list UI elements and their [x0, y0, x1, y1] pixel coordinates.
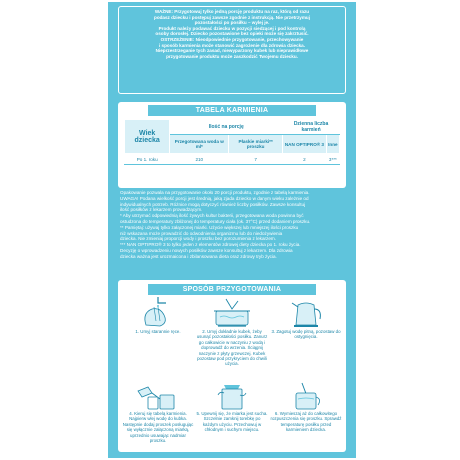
age-header: Wiek dziecka — [125, 120, 170, 154]
step-text: 6. Wymieszaj aż do całkowitego rozpuszczenia się proszku. Sprawdź temperaturę posiłku przed karmieniem dziecka. — [270, 411, 342, 433]
warning-line: OSTRZEŻENIE: Nieodpowiednie przygotowanie, przechowywanie — [160, 36, 304, 42]
warning-line: i sposób karmienia może stanowić zagrożenie dla zdrowia dziecka. — [158, 42, 306, 48]
warning-line: Produkt należy podawać dziecku w pozycji siedzącej i pod kontrolą — [158, 25, 306, 31]
preparation-step-6 — [270, 381, 342, 451]
preparation-card — [118, 280, 346, 452]
note-line: * Aby utrzymać odpowiednią ilość żywych kultur bakterii, przegotowana woda powinna być — [120, 213, 304, 219]
preparation-step-4 — [122, 381, 194, 451]
warning-line: Nieprzestrzeganie tych zasad, niewyparzony kubek lub nieprawidłowe — [155, 48, 309, 54]
scoops-column-header: Płaskie miarki** proszku — [229, 135, 283, 154]
step-text: 5. Upewnij się, że miarka jest sucha. Szczelnie zamknij torebkę po każdym użyciu. Przechowuj w chłodnym i suchym miejscu. — [196, 411, 268, 433]
preparation-step-3 — [270, 295, 342, 381]
daily-group-header: Dzienna liczba karmień — [283, 120, 340, 135]
stir-cup-icon — [276, 381, 336, 411]
preparation-step-5 — [196, 381, 268, 451]
nan-cell: 2 — [283, 154, 327, 165]
hand-wash-icon — [128, 295, 188, 329]
water-cell: 210 — [170, 154, 229, 165]
note-line: indywidualnych potrzeb. Różnice mogą dotyczyć również liczby posiłków. Zawsze konsultuj — [120, 201, 306, 207]
preparation-title: SPOSÓB PRZYGOTOWANIA — [148, 284, 316, 295]
preparation-steps — [118, 295, 346, 451]
preparation-step-2 — [196, 295, 268, 381]
warning-line: osoby dorosłej. Dziecko pozostawione bez opieki może się zakrztusić. — [155, 31, 309, 37]
feeding-notes — [120, 190, 346, 260]
step-text: 1. Umyj starannie ręce. — [135, 329, 181, 334]
warning-line: pozostałości po posiłku – wylej je. — [194, 20, 270, 26]
note-line: dziecka. Nie zmieniaj proporcji wody i proszku bez porozumienia z lekarzem. — [120, 236, 276, 242]
step-text: 3. Zagotuj wodę pitną, pozostaw do ostygnięcia. — [271, 329, 341, 340]
note-line: niż wskazana może prowadzić do odwodnienia organizmu lub do niedożywienia — [120, 230, 283, 236]
scoop-cup-icon — [128, 381, 188, 411]
step-text: 4. Kieruj się tabelą karmienia. Najpierw wlej wodę do kubka. Następnie dodaj proszek posługując się wyłącznie załączoną miarką, uprzednio usuwając nadmiar proszku. — [122, 411, 194, 444]
note-line: dziecka ważna jest urozmaicona i zbilansowana dieta oraz zdrowy tryb życia. — [120, 253, 277, 259]
scoops-cell: 7 — [229, 154, 283, 165]
note-line: Opakowanie pozwala na przygotowanie około 20 porcji produktu, zgodnie z tabelą karmienia. — [120, 190, 310, 195]
note-line: ilość posiłków z lekarzem prowadzącym. — [120, 207, 203, 213]
nan-column-header: NAN OPTIPRO® 3 — [283, 135, 327, 154]
kettle-icon — [276, 295, 336, 329]
note-line: ** Pamiętaj: używaj tylko załączonej miarki. Użycie większej lub mniejszej ilości proszku — [120, 224, 299, 230]
warning-box — [118, 6, 346, 94]
portion-group-header: Ilość na porcję — [170, 120, 283, 135]
feeding-table — [124, 119, 340, 165]
package-panel — [108, 2, 356, 458]
water-column-header: Przegotowana woda w ml* — [170, 135, 229, 154]
other-cell: 3*** — [326, 154, 339, 165]
warning-line: przygotowanie produktu może zaszkodzić Twojemu dziecku. — [166, 53, 298, 59]
boiling-pot-icon — [202, 295, 262, 329]
note-line: ostudzona do temperatury zbliżonej do temperatury ciała (ok. 37°C) przed dodaniem proszku. — [120, 218, 311, 224]
step-text: 2. Umyj dokładnie kubek, żeby usunąć pozostałości posiłku. Zanurz go całkowicie w naczyniu z wodą i doprowadź do wrzenia. Ściągnij naczynie z płyty grzewczej. Kubek pozostaw pod przykryciem do chwili użycia. — [196, 329, 268, 367]
feeding-table-title: TABELA KARMIENIA — [148, 105, 316, 116]
table-row — [125, 154, 340, 165]
note-line: UWAGA! Podana wielkość porcji jest średnią, jaką zjada dziecko w danym wieku zależnie od — [120, 195, 309, 201]
age-cell: Po 1. roku — [125, 154, 170, 165]
warning-line: WAŻNE: Przygotowuj tylko jedną porcję produktu na raz, którą od razu — [154, 9, 310, 14]
closed-bag-icon — [202, 381, 262, 411]
warning-line: podasz dziecku i postępuj zawsze zgodnie z instrukcją. Nie przetrzymuj — [154, 14, 310, 20]
other-column-header: Inne — [326, 135, 339, 154]
note-line: *** NAN OPTIPRO® 3 to tylko jeden z elementów zdrowej diety dziecka po 1. roku życia. — [120, 242, 301, 248]
preparation-step-1 — [122, 295, 194, 381]
note-line: Decyzję o wprowadzeniu nowych posiłków zawsze konsultuj z lekarzem. Dla zdrowia — [120, 247, 293, 253]
feeding-table-card — [118, 102, 346, 188]
